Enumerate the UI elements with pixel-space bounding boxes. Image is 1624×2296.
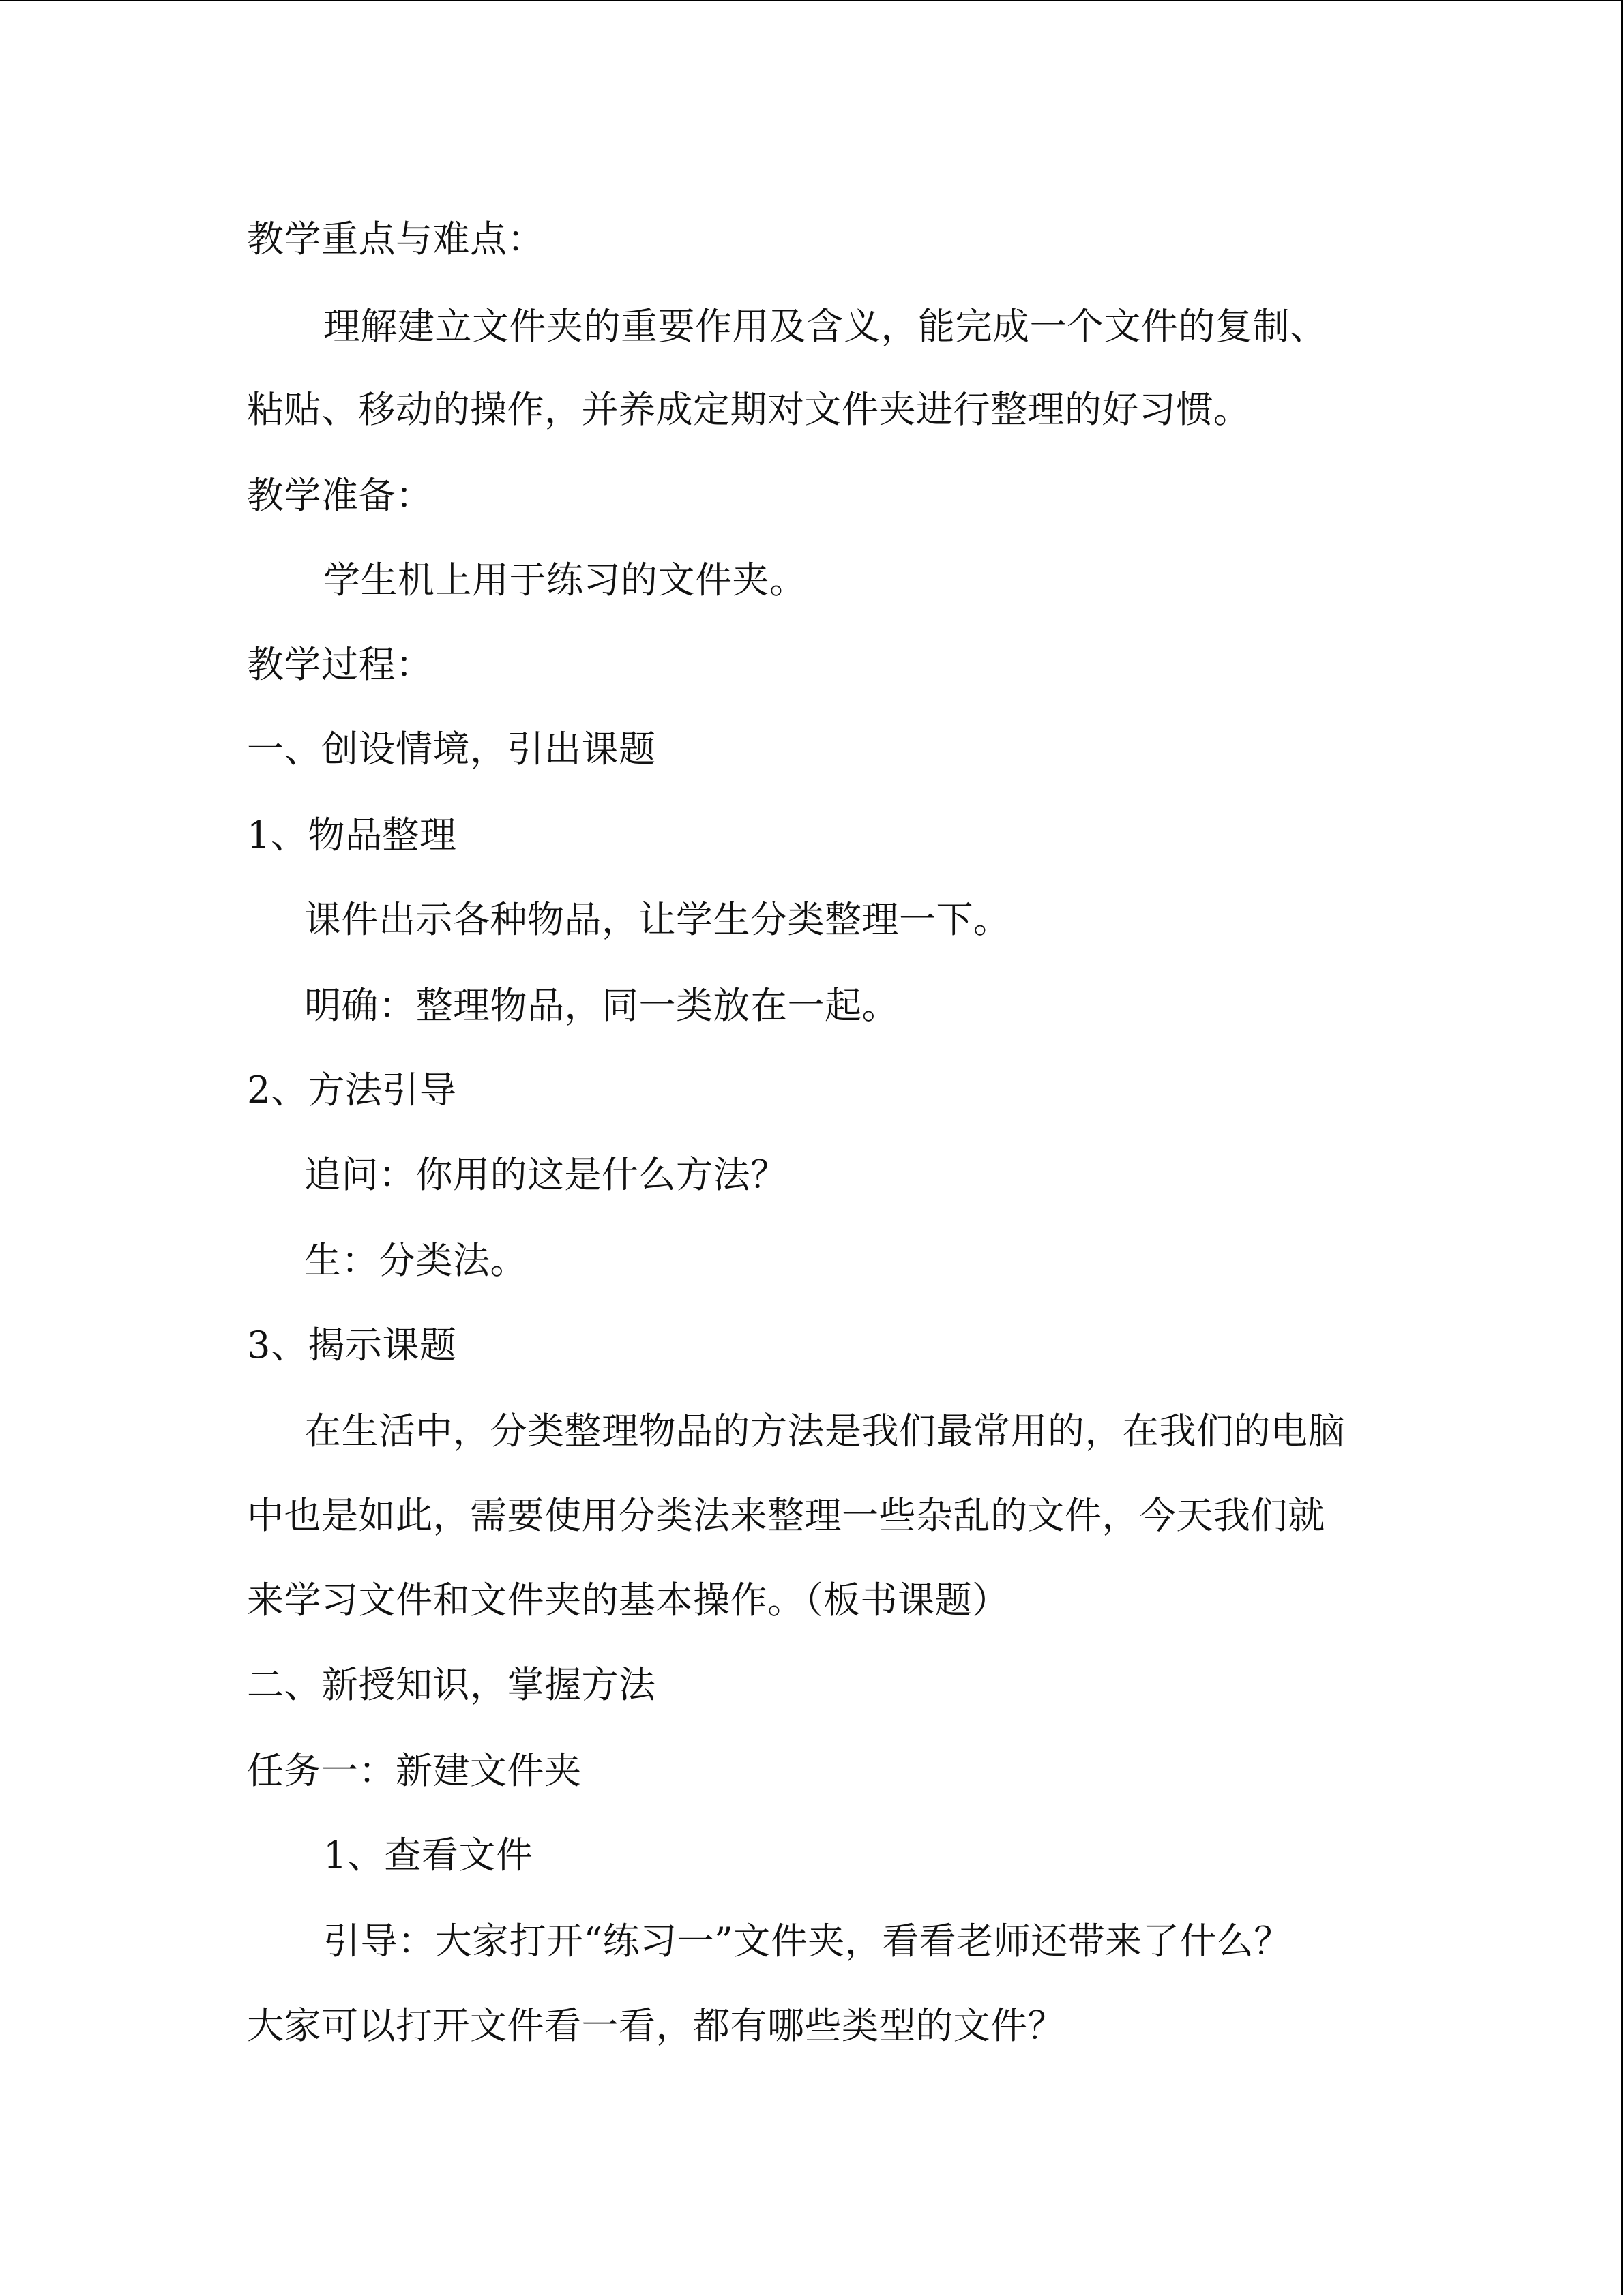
paragraph-item-3-cont: 中也是如此，需要使用分类法来整理一些杂乱的文件，今天我们就: [247, 1494, 1325, 1537]
heading-preparation: 教学准备：: [247, 474, 433, 517]
heading-key-points: 教学重点与难点：: [247, 218, 544, 260]
section-heading-two: 二、新授知识，掌握方法: [247, 1663, 656, 1706]
task-step-1: 1、查看文件: [323, 1834, 533, 1877]
paragraph-guide-cont: 大家可以打开文件看一看，都有哪些类型的文件？: [247, 2004, 1065, 2047]
heading-process: 教学过程：: [247, 643, 433, 686]
paragraph-item-1-clarify: 明确：整理物品，同一类放在一起。: [304, 984, 899, 1027]
paragraph-item-3-end: 来学习文件和文件夹的基本操作。（板书课题）: [247, 1579, 1009, 1622]
paragraph-item-2-question: 追问：你用的这是什么方法？: [304, 1153, 788, 1196]
subheading-item-3: 3、揭示课题: [247, 1324, 457, 1367]
subheading-item-1: 1、物品整理: [247, 814, 457, 856]
paragraph-guide: 引导：大家打开“练习一”文件夹，看看老师还带来了什么？: [323, 1920, 1291, 1963]
paragraph-key-points: 理解建立文件夹的重要作用及含义，能完成一个文件的复制、: [323, 305, 1327, 348]
task-heading-one: 任务一：新建文件夹: [247, 1749, 582, 1792]
paragraph-item-2-answer: 生：分类法。: [304, 1239, 527, 1282]
paragraph-key-points-cont: 粘贴、移动的操作，并养成定期对文件夹进行整理的好习惯。: [247, 388, 1251, 431]
paragraph-item-1: 课件出示各种物品，让学生分类整理一下。: [304, 898, 1011, 941]
paragraph-preparation: 学生机上用于练习的文件夹。: [323, 558, 807, 601]
paragraph-item-3: 在生活中，分类整理物品的方法是我们最常用的，在我们的电脑: [304, 1410, 1345, 1452]
subheading-item-2: 2、方法引导: [247, 1069, 457, 1112]
section-heading-one: 一、创设情境，引出课题: [247, 728, 656, 771]
